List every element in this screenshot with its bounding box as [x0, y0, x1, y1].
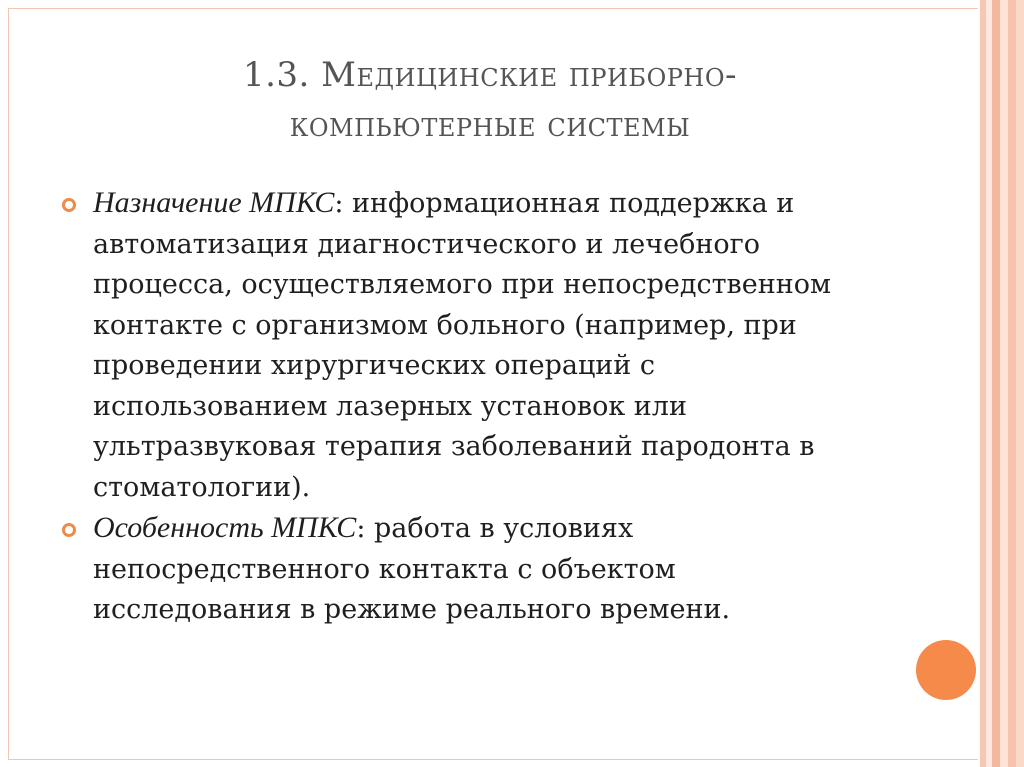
slide-title-line2: компьютерные системы	[289, 105, 691, 145]
frame-bottom-border	[8, 759, 978, 760]
bullet-term: Назначение МПКС	[93, 186, 335, 219]
decorative-stripes	[978, 0, 1024, 767]
frame-top-border	[8, 8, 978, 9]
bullet-item-purpose	[62, 183, 872, 508]
bullet-text: : работа в условиях непосредственного контакта с объектом исследования в режиме реального времени.	[93, 513, 731, 625]
ring-bullet-icon	[62, 198, 76, 212]
bullet-list	[62, 183, 872, 631]
bullet-item-feature	[62, 508, 872, 631]
ring-bullet-icon	[62, 523, 76, 537]
frame-left-border	[8, 8, 9, 760]
slide-title-line1: 1.3. Медицинские приборно-	[242, 55, 737, 95]
slide-title	[60, 50, 920, 150]
orange-circle-decor	[916, 640, 976, 700]
bullet-term: Особенность МПКС	[93, 511, 357, 544]
bullet-text: : информационная поддержка и автоматизация диагностического и лечебного процесса, осуществляемого при непосредственном контакте с организмом больного (например, при проведении хирургических операций с использованием лазерных установок или ультразвуковая терапия заболеваний пародонта в стоматологии).	[93, 188, 831, 503]
